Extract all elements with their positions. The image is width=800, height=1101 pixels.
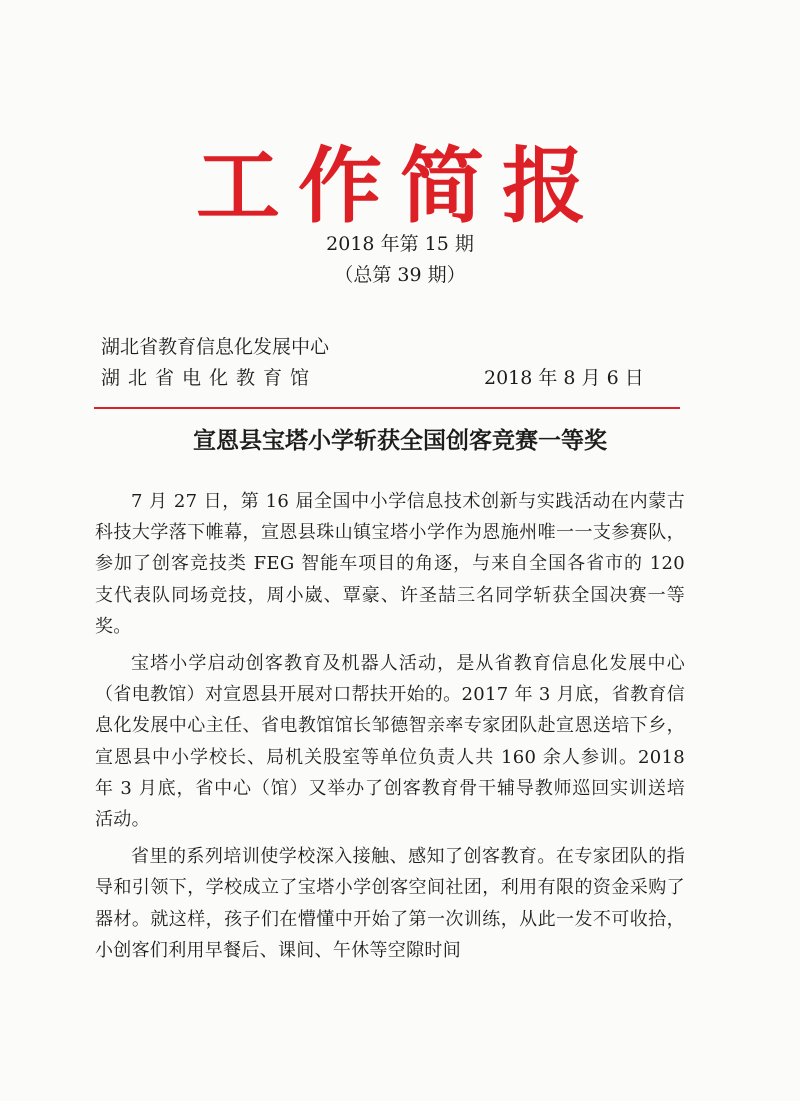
publisher-org-1: 湖北省教育信息化发展中心 xyxy=(101,336,330,358)
publisher-org-2: 湖北省电化教育馆 xyxy=(101,367,318,389)
article-paragraph: 省里的系列培训使学校深入接触、感知了创客教育。在专家团队的指导和引领下，学校成立了宝塔小学创客空间社团，利用有限的资金采购了器材。就这样，孩子们在懵懂中开始了第一次训练，从此一发不可收拾，小创客们利用早餐后、课间、午休等空隙时间 xyxy=(95,846,685,961)
article-headline: 宣恩县宝塔小学斩获全国创客竞赛一等奖 xyxy=(193,427,607,454)
masthead-title: 工作简报 xyxy=(195,136,604,235)
article-paragraph: 7 月 27 日，第 16 届全国中小学信息技术创新与实践活动在内蒙古科技大学落下帷幕，宣恩县珠山镇宝塔小学作为恩施州唯一一支参赛队，参加了创客竞技类 FEG 智能车项目的角逐，与来自全国各省市的 120 支代表队同场竞技，周小崴、覃豪、许圣喆三名同学斩获全国决赛一等奖。 xyxy=(95,491,685,637)
publish-date: 2018 年 8 月 6 日 xyxy=(484,367,644,389)
red-divider xyxy=(94,407,680,409)
issue-total: （总第 39 期） xyxy=(334,264,466,286)
article-body xyxy=(95,486,685,966)
article-paragraph: 宝塔小学启动创客教育及机器人活动，是从省教育信息化发展中心（省电教馆）对宣恩县开展对口帮扶开始的。2017 年 3 月底，省教育信息化发展中心主任、省电教馆馆长邹德智亲率专家团队赴宣恩送培下乡，宣恩县中小学校长、局机关股室等单位负责人共 160 余人参训。2018 年 3 月底，省中心（馆）又举办了创客教育骨干辅导教师巡回实训送培活动。 xyxy=(95,653,685,831)
issue-number: 2018 年第 15 期 xyxy=(326,233,474,255)
